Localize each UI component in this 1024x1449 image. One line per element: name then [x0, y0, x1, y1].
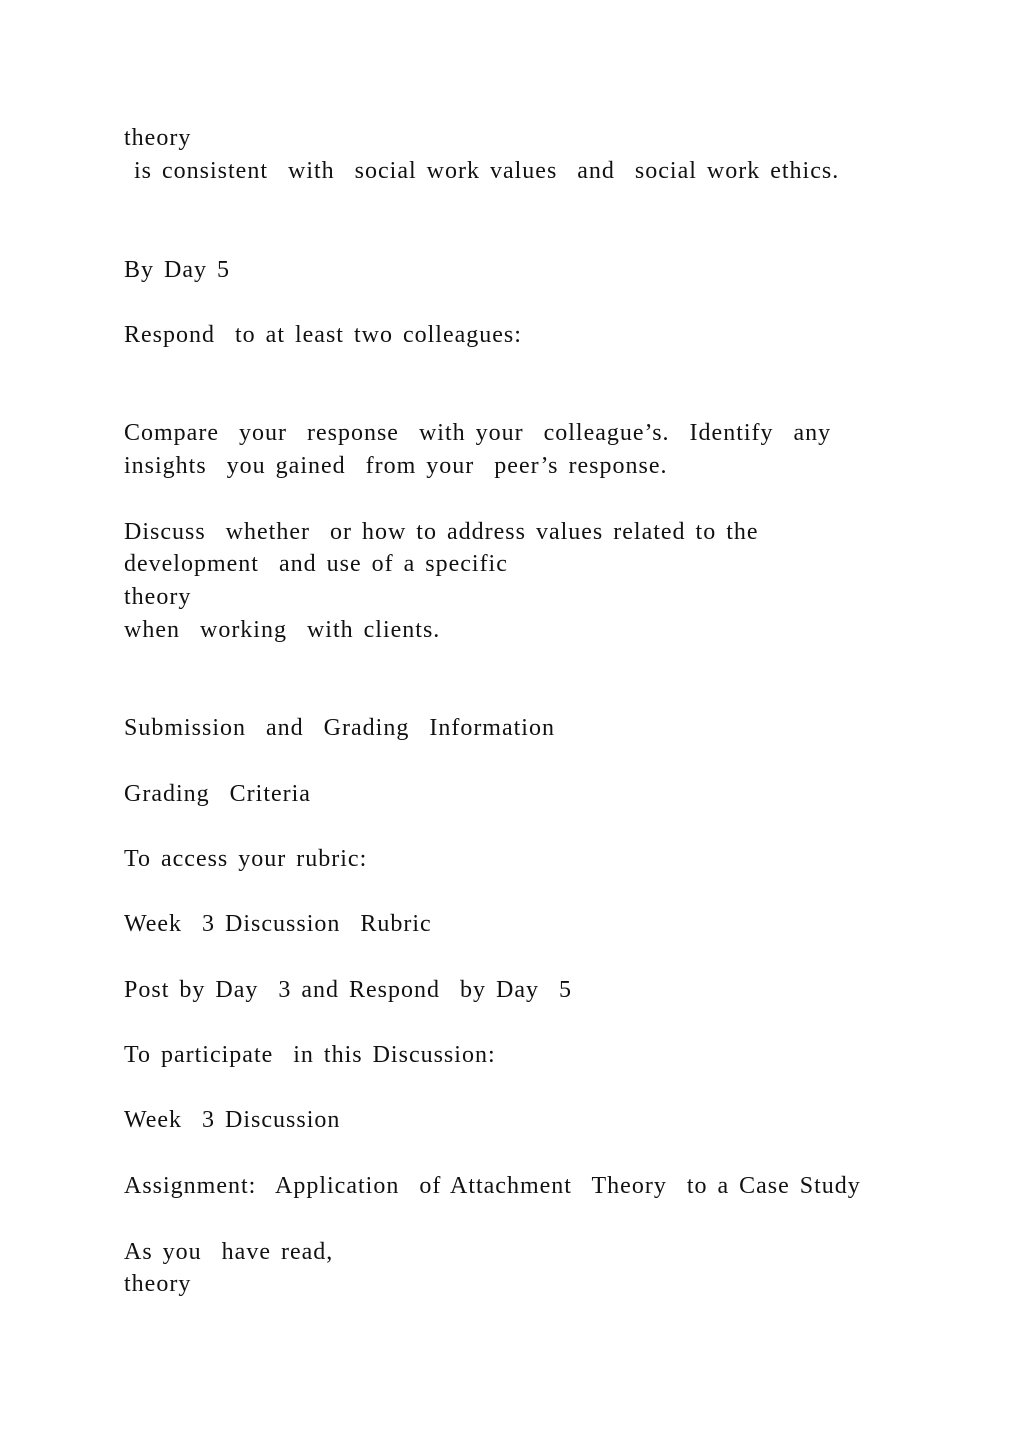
intro-line-1: theory [124, 125, 192, 151]
discuss-line-3: theory [124, 584, 192, 610]
rubric-link[interactable]: Week 3 Discussion Rubric [124, 911, 432, 937]
compare-line-2: insights you gained from your peer’s response. [124, 453, 668, 479]
participate-text: To participate in this Discussion: [124, 1042, 496, 1068]
assignment-line-1: As you have read, [124, 1239, 334, 1265]
access-rubric-text: To access your rubric: [124, 846, 368, 872]
discussion-link[interactable]: Week 3 Discussion [124, 1107, 341, 1133]
assignment-title: Assignment: Application of Attachment Theory to a Case Study [124, 1173, 861, 1199]
assignment-line-2: theory [124, 1271, 192, 1297]
submission-heading: Submission and Grading Information [124, 715, 555, 741]
discuss-line-4: when working with clients. [124, 617, 441, 643]
grading-criteria-heading: Grading Criteria [124, 781, 311, 807]
discuss-line-2: development and use of a specific [124, 551, 508, 577]
respond-instruction: Respond to at least two colleagues: [124, 322, 522, 348]
post-by-text: Post by Day 3 and Respond by Day 5 [124, 977, 572, 1003]
intro-line-2: is consistent with social work values and social work ethics. [124, 158, 840, 184]
discuss-line-1: Discuss whether or how to address values related to the [124, 519, 759, 545]
by-day-5-heading: By Day 5 [124, 257, 230, 283]
compare-line-1: Compare your response with your colleague’s. Identify any [124, 420, 832, 446]
